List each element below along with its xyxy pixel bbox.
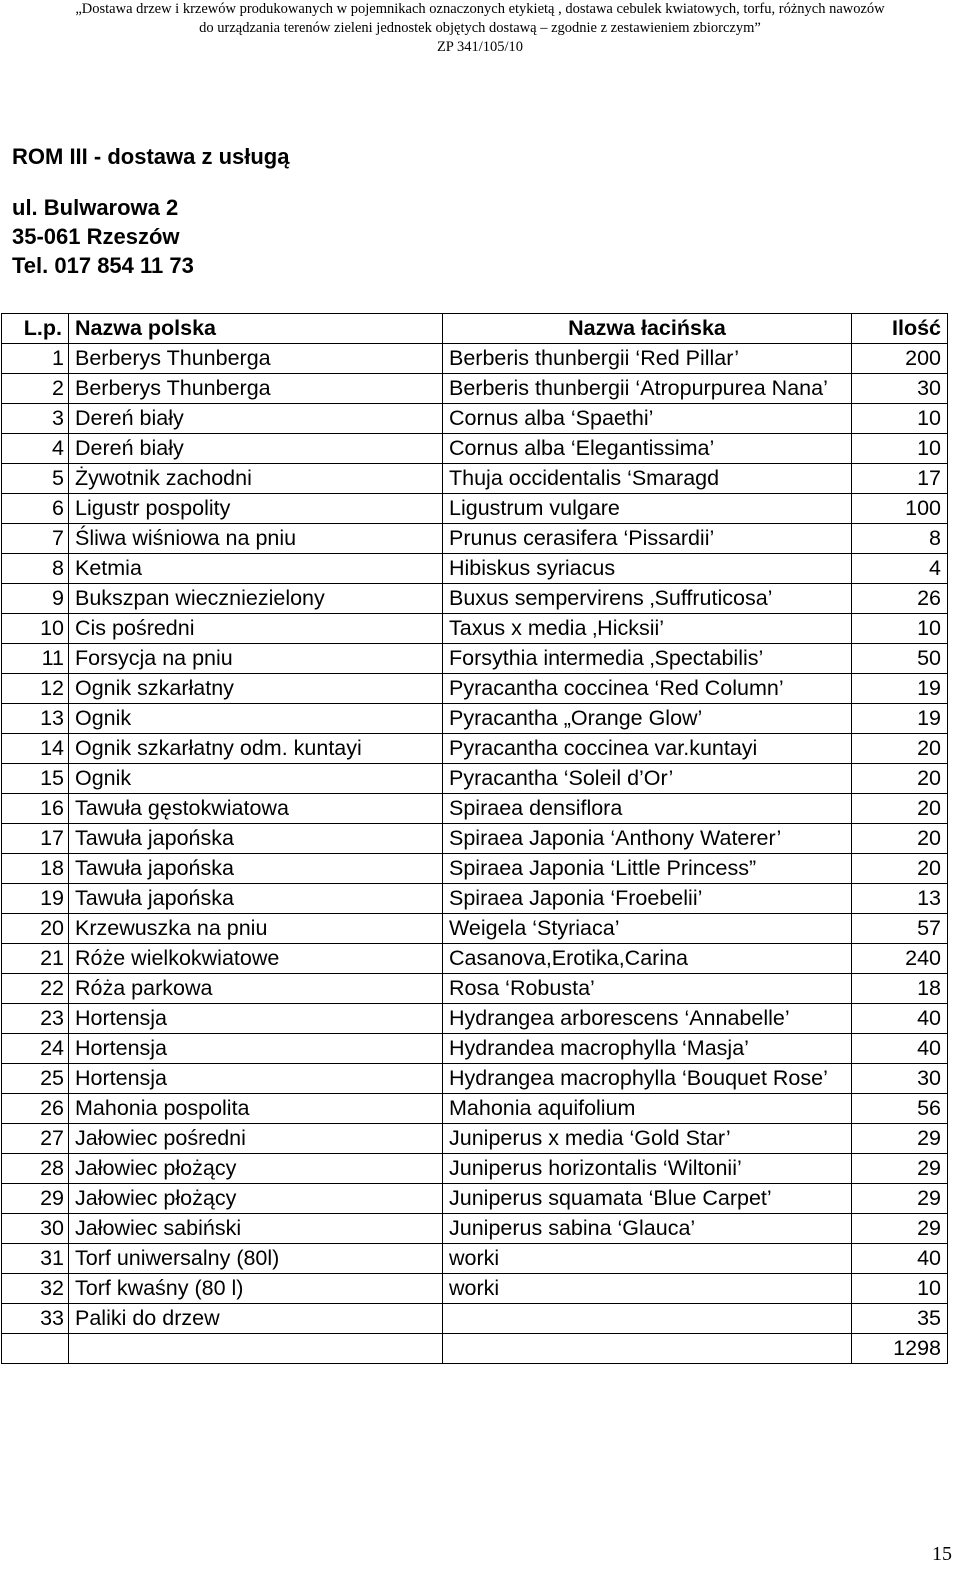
row-quantity: 29: [852, 1214, 948, 1244]
row-latin-name: Spiraea Japonia ‘Little Princess”: [443, 854, 852, 884]
row-quantity: 40: [852, 1034, 948, 1064]
row-quantity: 19: [852, 674, 948, 704]
row-polish-name: Ognik: [69, 764, 443, 794]
total-quantity: 1298: [852, 1334, 948, 1364]
header-line-2: do urządzania terenów zieleni jednostek objętych dostawą – zgodnie z zestawieniem zbiorczym”: [199, 20, 761, 36]
row-polish-name: Jałowiec płożący: [69, 1184, 443, 1214]
row-polish-name: Jałowiec płożący: [69, 1154, 443, 1184]
header-polish-name: Nazwa polska: [69, 314, 443, 344]
row-number: 7: [2, 524, 69, 554]
row-latin-name: Pyracantha coccinea var.kuntayi: [443, 734, 852, 764]
total-empty-lp: [2, 1334, 69, 1364]
row-latin-name: Thuja occidentalis ‘Smaragd: [443, 464, 852, 494]
row-number: 5: [2, 464, 69, 494]
table-row: [2, 794, 948, 824]
row-latin-name: Hydrangea arborescens ‘Annabelle’: [443, 1004, 852, 1034]
row-polish-name: Forsycja na pniu: [69, 644, 443, 674]
row-latin-name: [443, 1304, 852, 1334]
row-number: 25: [2, 1064, 69, 1094]
row-number: 10: [2, 614, 69, 644]
table-row: [2, 1304, 948, 1334]
table-row: [2, 404, 948, 434]
table-row: [2, 914, 948, 944]
row-latin-name: worki: [443, 1244, 852, 1274]
row-quantity: 29: [852, 1184, 948, 1214]
row-number: 17: [2, 824, 69, 854]
table-row: [2, 584, 948, 614]
row-quantity: 4: [852, 554, 948, 584]
row-number: 8: [2, 554, 69, 584]
table-body: [2, 344, 948, 1334]
table-row: [2, 494, 948, 524]
table-row: [2, 1214, 948, 1244]
row-polish-name: Hortensja: [69, 1064, 443, 1094]
header-quantity: Ilość: [852, 314, 948, 344]
table-row: [2, 1094, 948, 1124]
row-quantity: 57: [852, 914, 948, 944]
row-polish-name: Bukszpan wieczniezielony: [69, 584, 443, 614]
address-phone: Tel. 017 854 11 73: [12, 253, 194, 278]
row-polish-name: Ketmia: [69, 554, 443, 584]
address-street: ul. Bulwarowa 2: [12, 195, 179, 220]
total-empty-pl: [69, 1334, 443, 1364]
row-latin-name: Rosa ‘Robusta’: [443, 974, 852, 1004]
row-number: 30: [2, 1214, 69, 1244]
row-polish-name: Cis pośredni: [69, 614, 443, 644]
table-row: [2, 824, 948, 854]
row-polish-name: Róża parkowa: [69, 974, 443, 1004]
row-polish-name: Żywotnik zachodni: [69, 464, 443, 494]
row-number: 6: [2, 494, 69, 524]
row-number: 14: [2, 734, 69, 764]
row-number: 26: [2, 1094, 69, 1124]
header-lp: L.p.: [2, 314, 69, 344]
row-quantity: 20: [852, 734, 948, 764]
row-number: 33: [2, 1304, 69, 1334]
row-latin-name: Ligustrum vulgare: [443, 494, 852, 524]
row-number: 21: [2, 944, 69, 974]
row-quantity: 10: [852, 614, 948, 644]
row-number: 1: [2, 344, 69, 374]
row-number: 23: [2, 1004, 69, 1034]
row-number: 19: [2, 884, 69, 914]
table-row: [2, 1034, 948, 1064]
row-latin-name: Buxus sempervirens ‚Suffruticosa’: [443, 584, 852, 614]
document-header: [0, 0, 960, 57]
row-quantity: 26: [852, 584, 948, 614]
row-polish-name: Róże wielkokwiatowe: [69, 944, 443, 974]
row-polish-name: Ognik szkarłatny odm. kuntayi: [69, 734, 443, 764]
row-polish-name: Paliki do drzew: [69, 1304, 443, 1334]
row-quantity: 19: [852, 704, 948, 734]
table-row: [2, 524, 948, 554]
row-number: 9: [2, 584, 69, 614]
row-latin-name: Mahonia aquifolium: [443, 1094, 852, 1124]
row-quantity: 30: [852, 374, 948, 404]
table-row: [2, 434, 948, 464]
table-row: [2, 614, 948, 644]
row-quantity: 10: [852, 404, 948, 434]
row-number: 16: [2, 794, 69, 824]
table-row: [2, 1154, 948, 1184]
table-row: [2, 554, 948, 584]
row-latin-name: worki: [443, 1274, 852, 1304]
row-quantity: 100: [852, 494, 948, 524]
table-row: [2, 884, 948, 914]
table-row: [2, 1244, 948, 1274]
table-row: [2, 704, 948, 734]
table-row: [2, 764, 948, 794]
row-polish-name: Krzewuszka na pniu: [69, 914, 443, 944]
row-latin-name: Pyracantha ‘Soleil d’Or’: [443, 764, 852, 794]
row-number: 3: [2, 404, 69, 434]
row-latin-name: Prunus cerasifera ‘Pissardii’: [443, 524, 852, 554]
row-quantity: 56: [852, 1094, 948, 1124]
row-latin-name: Berberis thunbergii ‘Red Pillar’: [443, 344, 852, 374]
row-quantity: 20: [852, 794, 948, 824]
row-quantity: 20: [852, 854, 948, 884]
row-latin-name: Pyracantha „Orange Glow’: [443, 704, 852, 734]
table-row: [2, 674, 948, 704]
table-row: [2, 644, 948, 674]
row-number: 24: [2, 1034, 69, 1064]
row-number: 15: [2, 764, 69, 794]
header-latin-name: Nazwa łacińska: [443, 314, 852, 344]
row-latin-name: Hibiskus syriacus: [443, 554, 852, 584]
table-row: [2, 854, 948, 884]
row-polish-name: Torf kwaśny (80 l): [69, 1274, 443, 1304]
page-number: 15: [932, 1543, 952, 1565]
table-row: [2, 944, 948, 974]
table-row: [2, 1124, 948, 1154]
row-quantity: 200: [852, 344, 948, 374]
row-polish-name: Jałowiec pośredni: [69, 1124, 443, 1154]
address-city: 35-061 Rzeszów: [12, 224, 180, 249]
row-quantity: 10: [852, 1274, 948, 1304]
plant-list-table: [1, 313, 948, 1364]
table-row: [2, 974, 948, 1004]
row-polish-name: Tawuła gęstokwiatowa: [69, 794, 443, 824]
row-latin-name: Cornus alba ‘Spaethi’: [443, 404, 852, 434]
row-number: 13: [2, 704, 69, 734]
row-quantity: 40: [852, 1004, 948, 1034]
row-quantity: 40: [852, 1244, 948, 1274]
table-row: [2, 1004, 948, 1034]
table-header-row: [2, 314, 948, 344]
row-latin-name: Taxus x media ‚Hicksii’: [443, 614, 852, 644]
row-polish-name: Dereń biały: [69, 434, 443, 464]
row-polish-name: Śliwa wiśniowa na pniu: [69, 524, 443, 554]
table-row: [2, 464, 948, 494]
row-polish-name: Ligustr pospolity: [69, 494, 443, 524]
row-quantity: 20: [852, 824, 948, 854]
row-quantity: 18: [852, 974, 948, 1004]
table-row: [2, 344, 948, 374]
row-polish-name: Berberys Thunberga: [69, 374, 443, 404]
row-polish-name: Dereń biały: [69, 404, 443, 434]
address-block: [12, 140, 289, 280]
row-latin-name: Spiraea Japonia ‘Froebelii’: [443, 884, 852, 914]
row-latin-name: Weigela ‘Styriaca’: [443, 914, 852, 944]
row-latin-name: Hydrandea macrophylla ‘Masja’: [443, 1034, 852, 1064]
row-quantity: 29: [852, 1154, 948, 1184]
table-total-row: [2, 1334, 948, 1364]
row-polish-name: Torf uniwersalny (80l): [69, 1244, 443, 1274]
row-number: 18: [2, 854, 69, 884]
row-quantity: 50: [852, 644, 948, 674]
table-row: [2, 374, 948, 404]
row-polish-name: Tawuła japońska: [69, 884, 443, 914]
row-polish-name: Tawuła japońska: [69, 854, 443, 884]
row-latin-name: Cornus alba ‘Elegantissima’: [443, 434, 852, 464]
row-quantity: 240: [852, 944, 948, 974]
row-number: 29: [2, 1184, 69, 1214]
row-quantity: 8: [852, 524, 948, 554]
header-line-1: „Dostawa drzew i krzewów produkowanych w pojemnikach oznaczonych etykietą , dostawa cebulek kwiatowych, torfu, różnych nawozów: [75, 1, 885, 17]
row-number: 31: [2, 1244, 69, 1274]
row-polish-name: Hortensja: [69, 1034, 443, 1064]
row-latin-name: Berberis thunbergii ‘Atropurpurea Nana’: [443, 374, 852, 404]
row-quantity: 30: [852, 1064, 948, 1094]
row-number: 4: [2, 434, 69, 464]
section-title: ROM III - dostawa z usługą: [12, 144, 290, 169]
row-quantity: 13: [852, 884, 948, 914]
row-number: 32: [2, 1274, 69, 1304]
table-row: [2, 1064, 948, 1094]
row-latin-name: Juniperus sabina ‘Glauca’: [443, 1214, 852, 1244]
row-latin-name: Juniperus x media ‘Gold Star’: [443, 1124, 852, 1154]
row-polish-name: Berberys Thunberga: [69, 344, 443, 374]
row-latin-name: Hydrangea macrophylla ‘Bouquet Rose’: [443, 1064, 852, 1094]
row-polish-name: Jałowiec sabiński: [69, 1214, 443, 1244]
row-latin-name: Spiraea densiflora: [443, 794, 852, 824]
row-quantity: 20: [852, 764, 948, 794]
table-row: [2, 1184, 948, 1214]
row-number: 28: [2, 1154, 69, 1184]
row-latin-name: Juniperus squamata ‘Blue Carpet’: [443, 1184, 852, 1214]
row-number: 22: [2, 974, 69, 1004]
row-number: 27: [2, 1124, 69, 1154]
row-quantity: 17: [852, 464, 948, 494]
row-polish-name: Mahonia pospolita: [69, 1094, 443, 1124]
row-latin-name: Juniperus horizontalis ‘Wiltonii’: [443, 1154, 852, 1184]
row-number: 2: [2, 374, 69, 404]
row-latin-name: Casanova,Erotika,Carina: [443, 944, 852, 974]
header-line-3: ZP 341/105/10: [436, 39, 524, 55]
row-latin-name: Spiraea Japonia ‘Anthony Waterer’: [443, 824, 852, 854]
table-row: [2, 1274, 948, 1304]
row-polish-name: Ognik: [69, 704, 443, 734]
row-latin-name: Forsythia intermedia ‚Spectabilis’: [443, 644, 852, 674]
row-polish-name: Hortensja: [69, 1004, 443, 1034]
row-polish-name: Tawuła japońska: [69, 824, 443, 854]
row-number: 12: [2, 674, 69, 704]
row-latin-name: Pyracantha coccinea ‘Red Column’: [443, 674, 852, 704]
row-quantity: 29: [852, 1124, 948, 1154]
row-quantity: 10: [852, 434, 948, 464]
row-polish-name: Ognik szkarłatny: [69, 674, 443, 704]
total-empty-lat: [443, 1334, 852, 1364]
row-number: 11: [2, 644, 69, 674]
row-number: 20: [2, 914, 69, 944]
row-quantity: 35: [852, 1304, 948, 1334]
table-row: [2, 734, 948, 764]
